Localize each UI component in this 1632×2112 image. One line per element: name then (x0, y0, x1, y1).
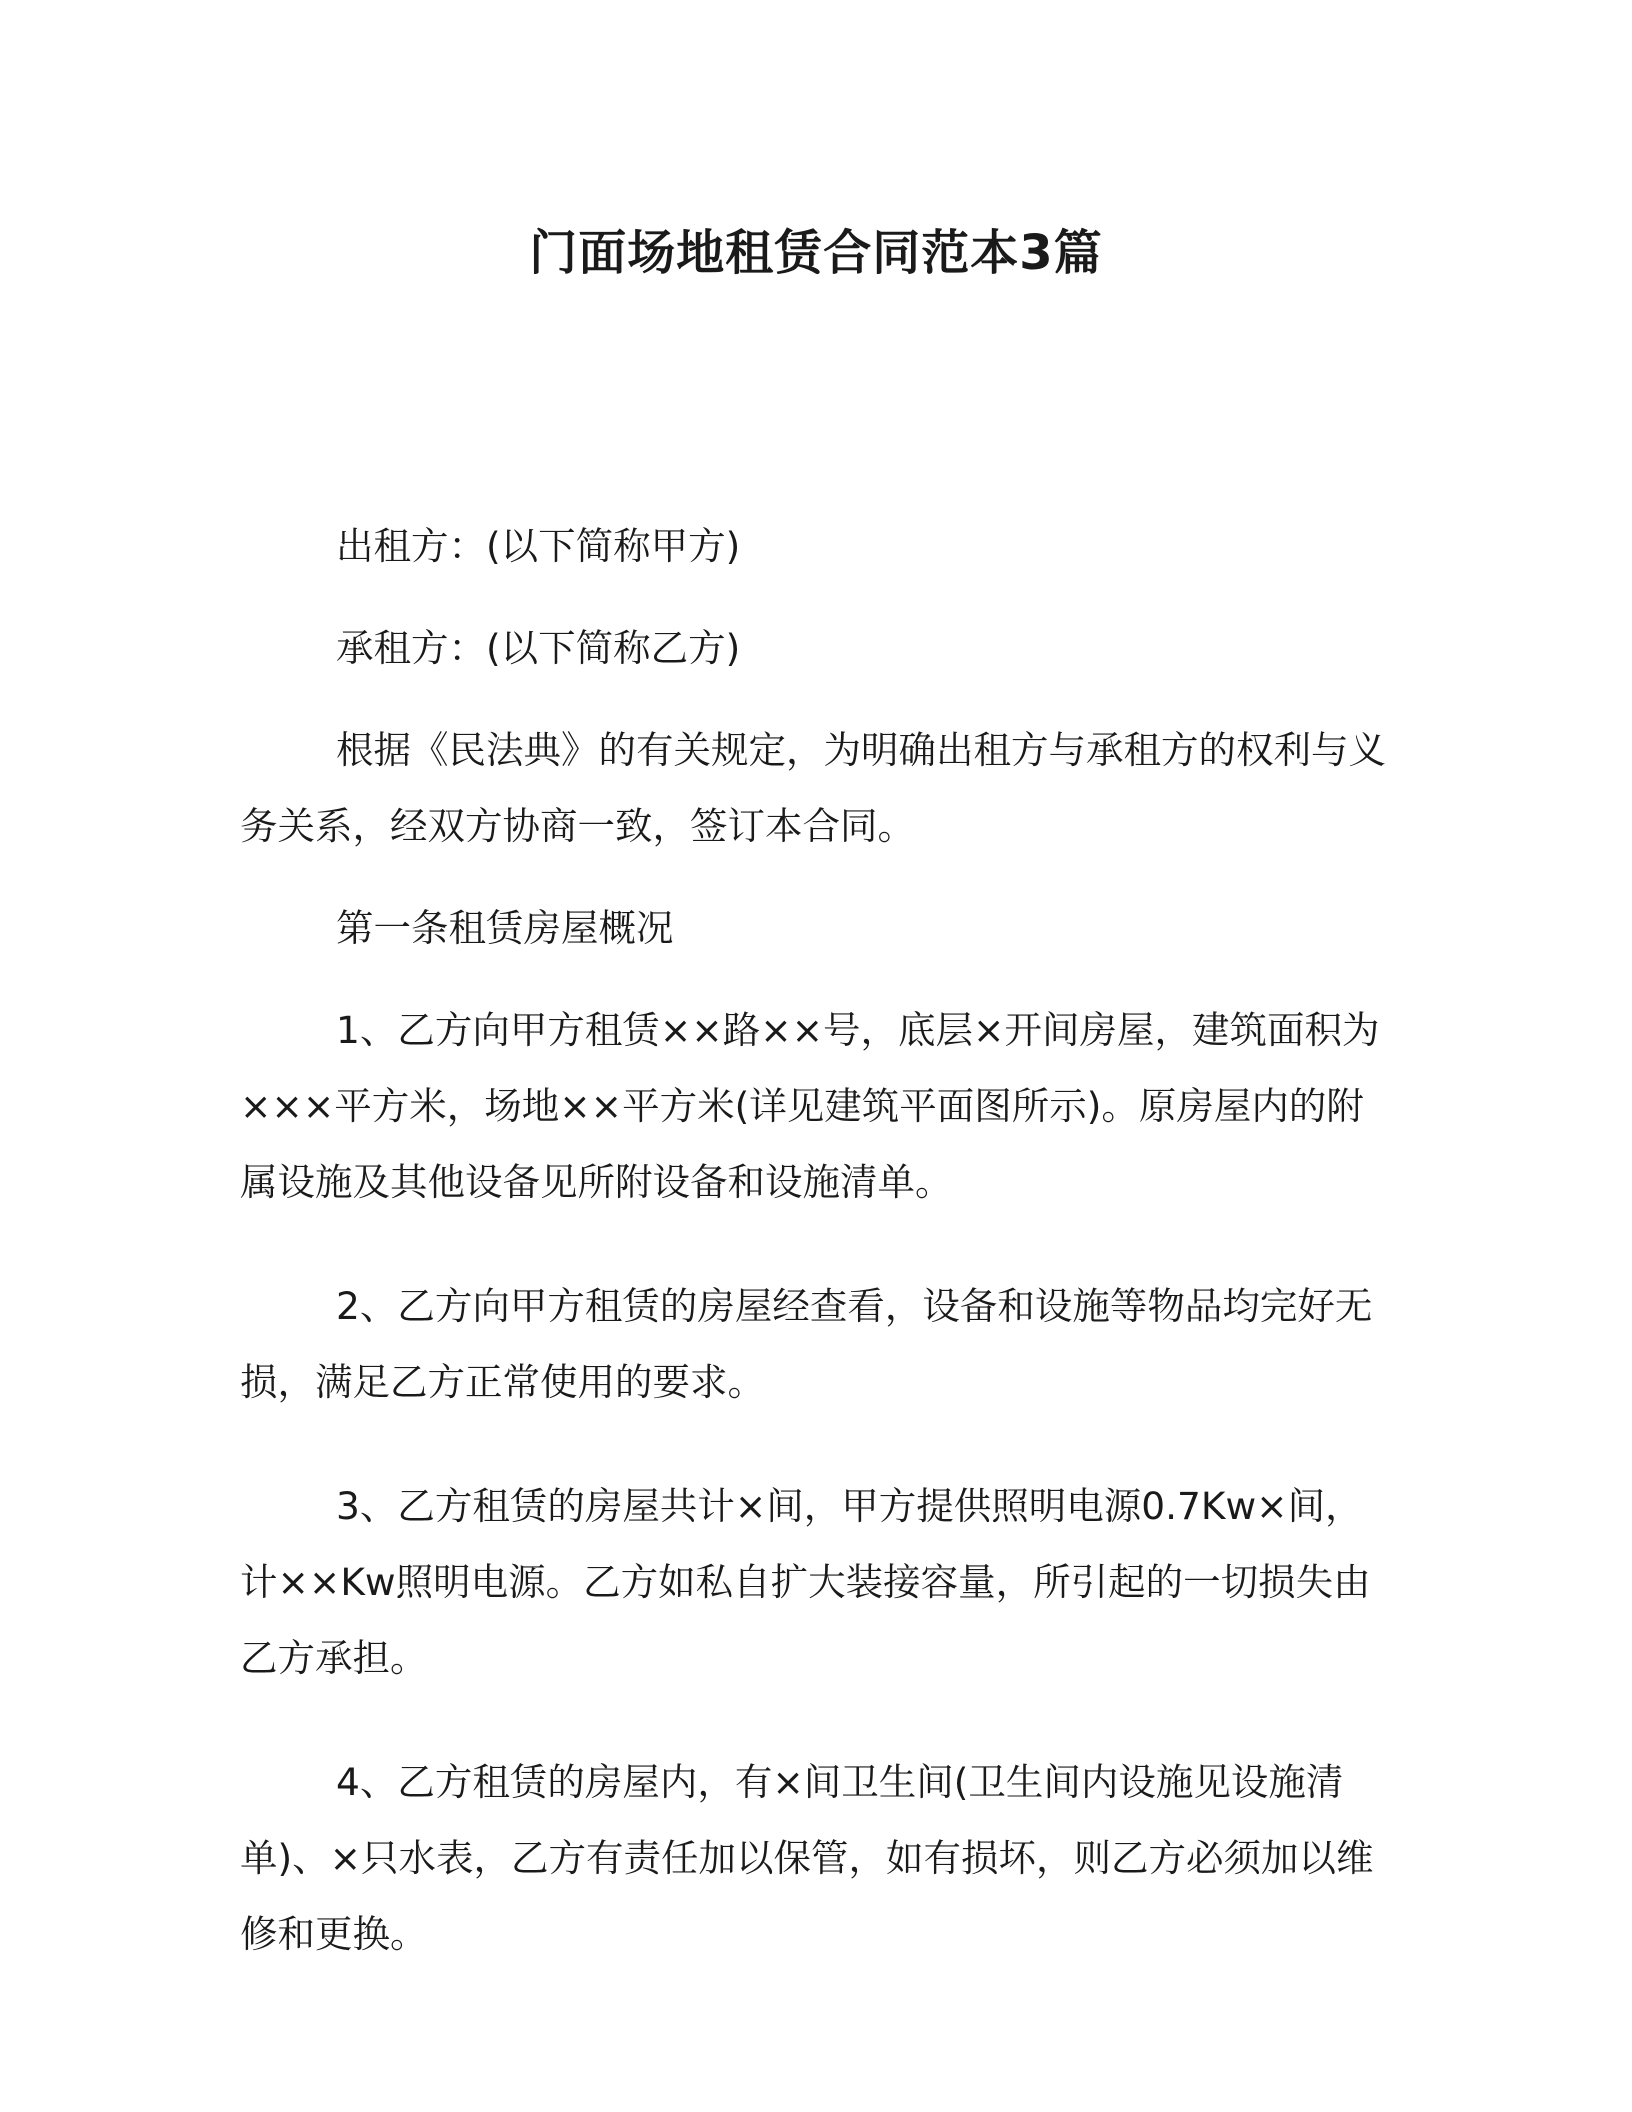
clause-item-1: 1、乙方向甲方租赁××路××号，底层×开间房屋，建筑面积为×××平方米，场地××平方米(详见建筑平面图所示)。原房屋内的附属设施及其他设备见所附设备和设施清单。 (240, 1008, 1380, 1204)
document-body (240, 508, 1392, 1972)
clause-item-3: 3、乙方租赁的房屋共计×间，甲方提供照明电源0.7Kw×间，计××Kw照明电源。乙方如私自扩大装接容量，所引起的一切损失由乙方承担。 (240, 1484, 1371, 1680)
lessor-line: 出租方：(以下简称甲方) (336, 524, 741, 568)
clause-item-4: 4、乙方租赁的房屋内，有×间卫生间(卫生间内设施见设施清单)、×只水表，乙方有责任加以保管，如有损坏，则乙方必须加以维修和更换。 (240, 1760, 1374, 1956)
article-heading: 第一条租赁房屋概况 (336, 906, 674, 950)
preamble-paragraph: 根据《民法典》的有关规定，为明确出租方与承租方的权利与义务关系，经双方协商一致，签订本合同。 (240, 728, 1386, 848)
clause-item-2: 2、乙方向甲方租赁的房屋经查看，设备和设施等物品均完好无损，满足乙方正常使用的要求。 (240, 1284, 1373, 1404)
lessee-line: 承租方：(以下简称乙方) (336, 626, 741, 670)
document-title: 门面场地租赁合同范本3篇 (529, 225, 1103, 281)
